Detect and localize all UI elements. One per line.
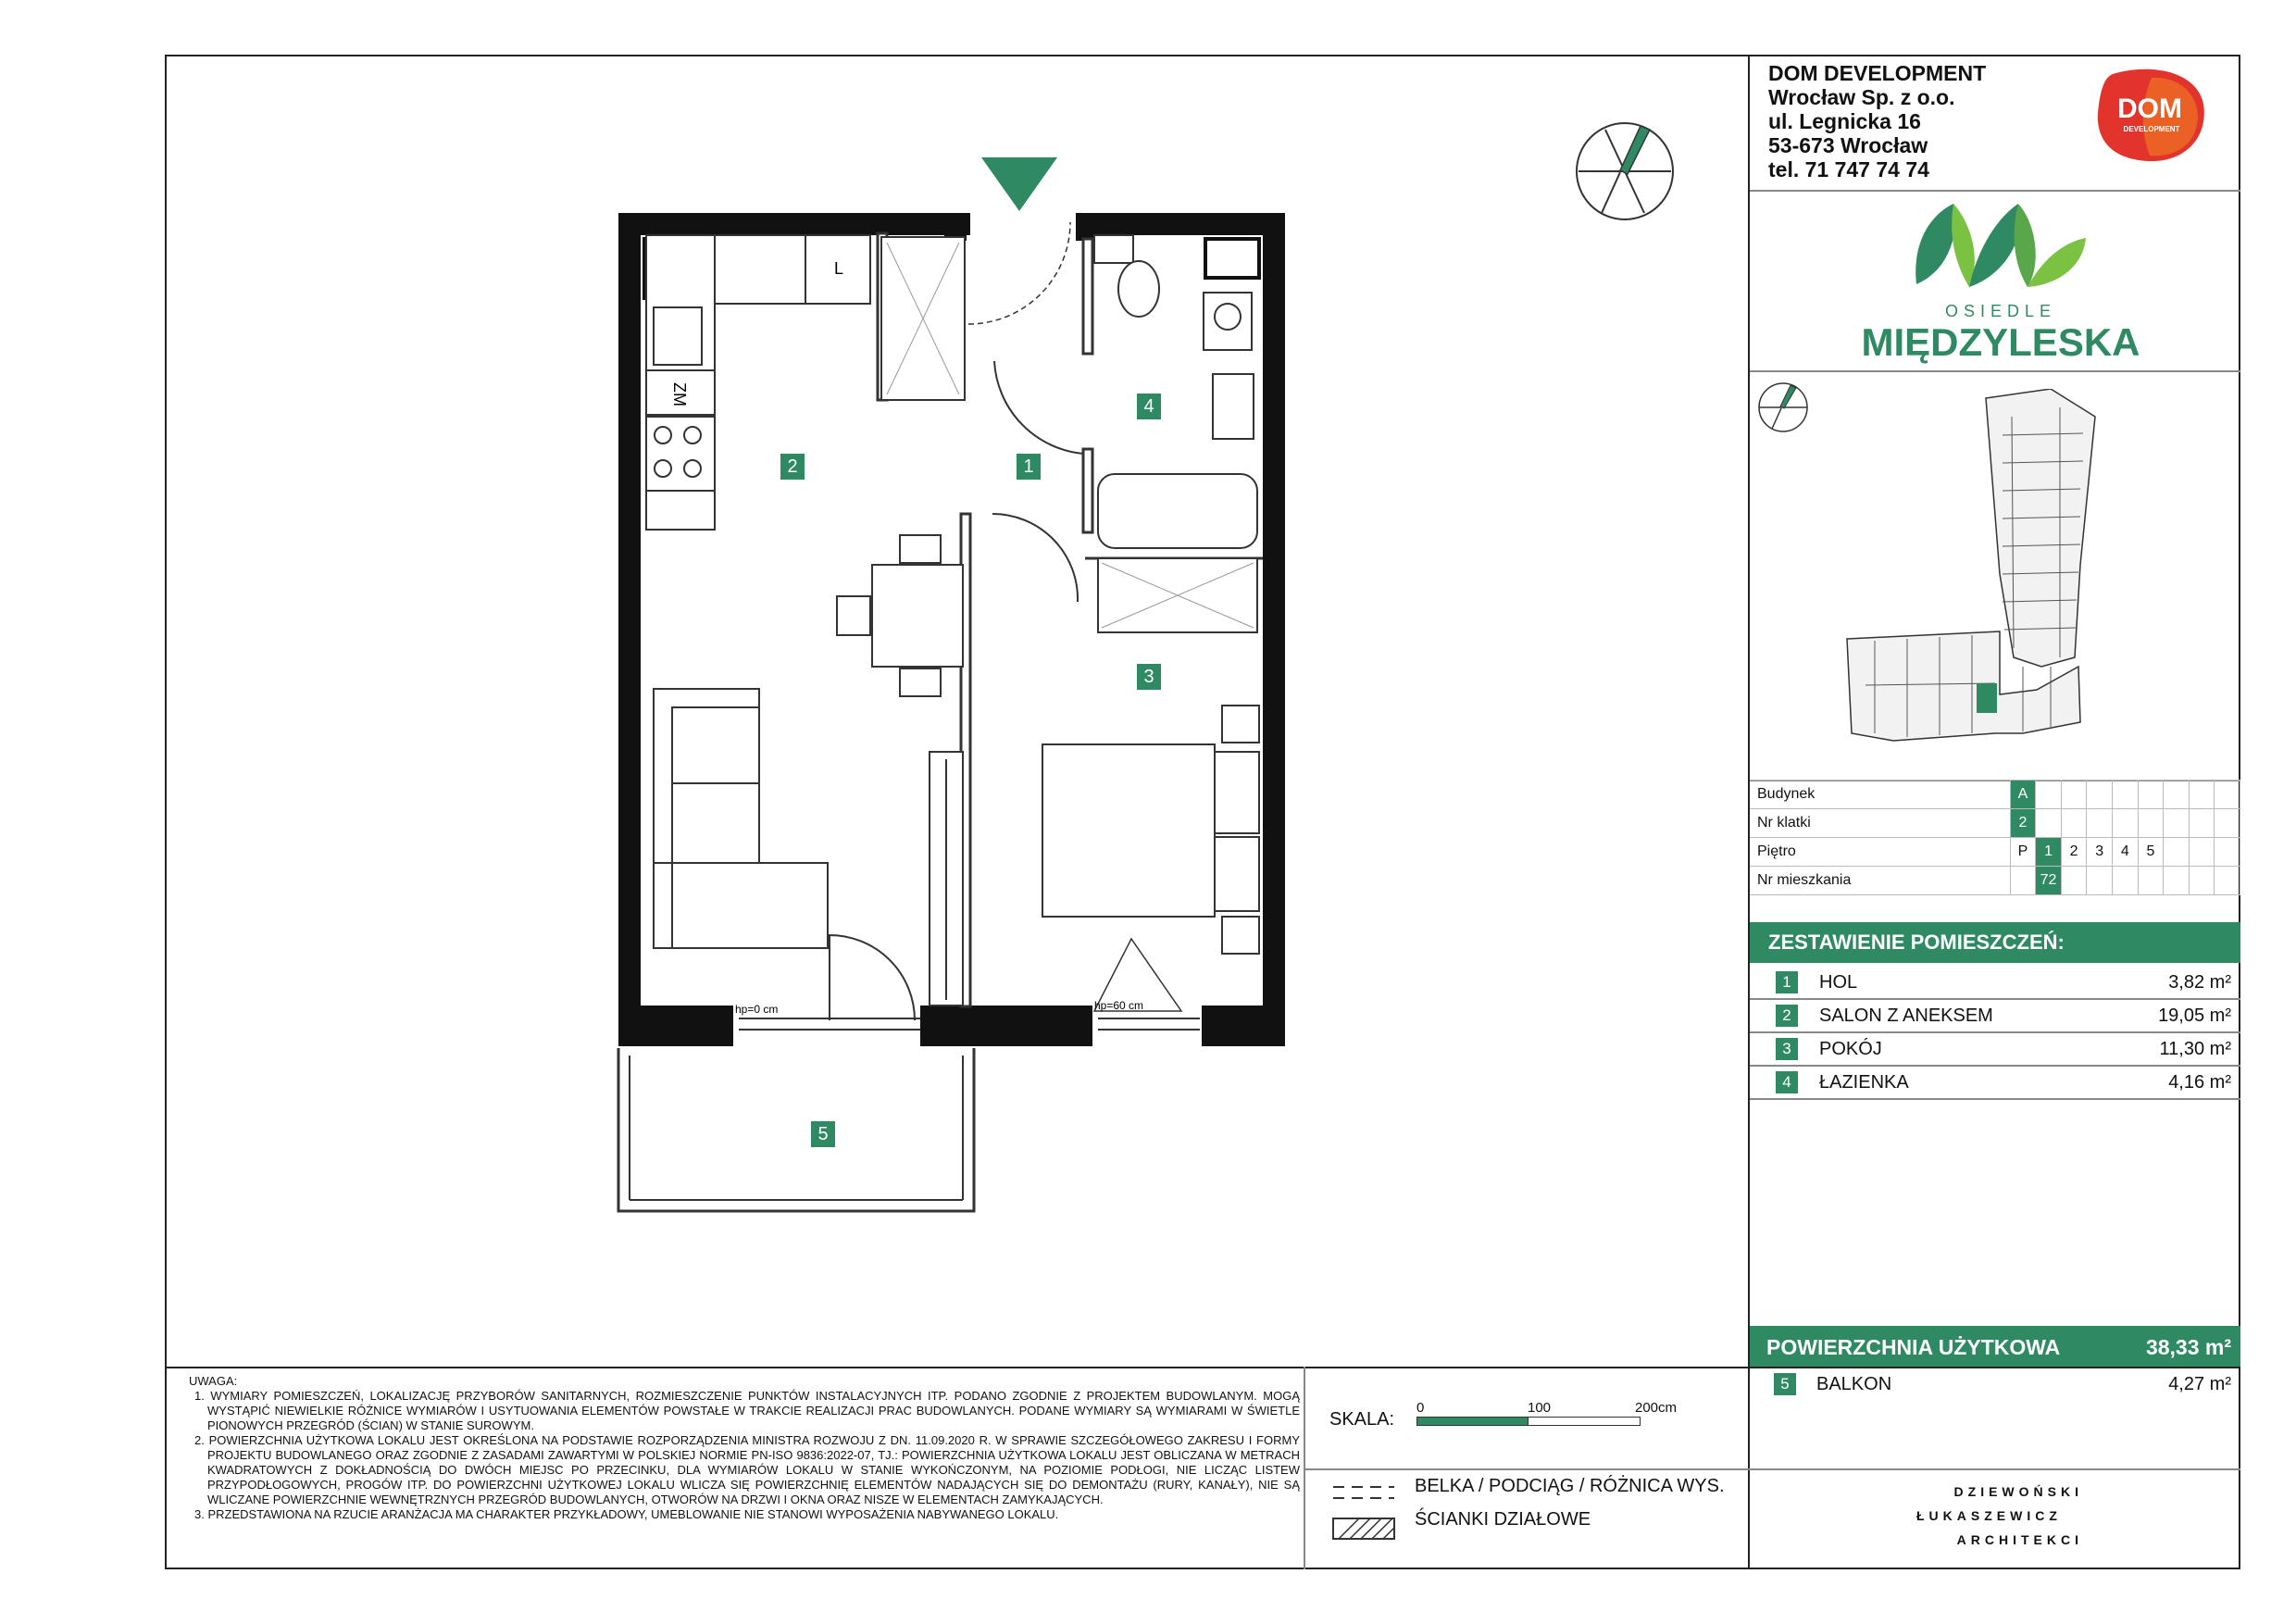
row-label: Nr klatki — [1750, 809, 2010, 838]
summary-title: ZESTAWIENIE POMIESZCZEŃ: — [1750, 922, 2240, 963]
table-cell — [2061, 781, 2087, 809]
room-area: 4,16 m² — [2168, 1072, 2231, 1093]
logo-text: DOM — [2117, 94, 2182, 124]
note-item: 1. WYMIARY POMIESZCZEŃ, LOKALIZACJĘ PRZYBORÓW SANITARNYCH, ROZMIESZCZENIE PUNKTÓW INSTALACYJNYCH ITP. PODANO ZGODNIE Z PROJEKTEM BUDOWLANYM. MOGĄ WYSTĄPIĆ NIEWIELKIE RÓŻNICE WYMIARÓW I USYTUOWANIA ELEMENTÓW POWSTAŁE W TRAKCIE REALIZACJI PRAC BUDOWLANYCH. PODANE WYMIARY SĄ WYMIARAMI W ŚWIETLE PIONOWYCH PRZEGRÓD (ŚCIAN) W STANIE SUROWYM. — [194, 1389, 1300, 1432]
brand-name: MIĘDZYLESKA — [1861, 320, 2140, 364]
room-name: HOL — [1819, 972, 1858, 993]
note-item: 3. PRZEDSTAWIONA NA RZUCIE ARANŻACJA MA CHARAKTER PRZYKŁADOWY, UMEBLOWANIE NIE STANOWI WYPOSAŻENIA NABYWANEGO LOKALU. — [194, 1507, 1059, 1521]
room-area: 19,05 m² — [2158, 1006, 2231, 1026]
room-number: 3 — [1776, 1038, 1798, 1060]
table-cell — [2189, 781, 2215, 809]
total-label: POWIERZCHNIA UŻYTKOWA — [1766, 1335, 2061, 1359]
scale-label: SKALA: — [1329, 1409, 1395, 1430]
balcony-row — [1750, 1368, 2240, 1402]
dom-development-logo — [2094, 67, 2207, 165]
table-cell — [2087, 781, 2113, 809]
summary-row — [1750, 1033, 2240, 1067]
room-area: 3,82 m² — [2168, 972, 2231, 993]
fridge-label: L — [833, 259, 844, 278]
table-row — [1750, 781, 2240, 809]
floor-plan — [611, 148, 1296, 1222]
sill-height-1: hp=0 cm — [735, 1003, 779, 1016]
table-cell — [2138, 781, 2164, 809]
note-item: 2. POWIERZCHNIA UŻYTKOWA LOKALU JEST OKREŚLONA NA PODSTAWIE ROZPORZĄDZENIA MINISTRA ROZWOJU Z DN. 11.09.2020 R. W SPRAWIE SZCZEGÓŁOWEGO ZAKRESU I FORMY PROJEKTU BUDOWLANEGO ORAZ ZGODNIE Z ZASADAMI ZAWARTYMI W POLSKIEJ NORMIE PN-ISO 9836:2022-07, TJ.: POWIERZCHNIA UŻYTKOWA LOKALU JEST OBLICZANA W METRACH KWADRATOWYCH Z DOKŁADNOŚCIĄ DO DWÓCH MIEJSC PO PRZECINKU, DLA WYMIARÓW LOKALU W STANIE WYKOŃCZONYM, NA POZIOMIE PODŁOGI, NIE LICZĄC LISTEW PRZYPODŁOGOWYCH, PROGÓW ITP. DO POWIERZCHNI UŻYTKOWEJ LOKALU WLICZA SIĘ POWIERZCHNIĘ ELEMENTÓW NADAJĄCYCH SIĘ DO DEMONTAŻU (RURY, KANAŁY), NIE SĄ WLICZANE POWIERZCHNIE WEWNĘTRZNYCH PRZEGRÓD BUDOWLANYCH, OTWORÓW NA DRZWI I OKNA ORAZ NISZE W ELEMENTACH ZAMYKAJĄCYCH. — [194, 1433, 1300, 1506]
scale-tick: 200cm — [1635, 1400, 1678, 1416]
architect-2: ŁUKASZEWICZ — [1916, 1508, 2062, 1523]
table-cell — [2036, 809, 2062, 838]
building-key-plan — [1838, 389, 2231, 750]
room-tag-balcony: 5 — [811, 1121, 835, 1147]
logo-subtext: DEVELOPMENT — [2123, 125, 2180, 133]
table-cell — [2215, 809, 2240, 838]
row-label: Budynek — [1750, 781, 2010, 809]
divider — [1750, 370, 2240, 372]
table-cell: 1 — [2036, 838, 2062, 867]
company-phone: tel. 71 747 74 74 — [1768, 157, 1929, 181]
table-cell — [2164, 809, 2190, 838]
scale-tick: 100 — [1528, 1400, 1552, 1416]
table-cell — [2164, 867, 2190, 895]
osiedle-brand-logo — [1764, 196, 2208, 365]
room-number: 1 — [1776, 971, 1798, 993]
scale-bar-empty — [1528, 1417, 1641, 1426]
total-area-bar — [1750, 1326, 2240, 1367]
summary-row — [1750, 1000, 2240, 1033]
notes — [189, 1374, 1300, 1522]
table-cell — [2087, 867, 2113, 895]
brand-small: OSIEDLE — [1944, 302, 2057, 320]
room-area: 4,27 m² — [2168, 1374, 2231, 1394]
company-name: DOM DEVELOPMENT — [1768, 61, 1987, 85]
divider — [1304, 1367, 1305, 1569]
row-label: Nr mieszkania — [1750, 867, 2010, 895]
table-cell — [2189, 809, 2215, 838]
table-cell: 3 — [2087, 838, 2113, 867]
company-street: ul. Legnicka 16 — [1768, 109, 1921, 133]
table-cell — [2189, 867, 2215, 895]
summary-row — [1750, 1067, 2240, 1100]
room-name: POKÓJ — [1819, 1039, 1882, 1059]
table-cell — [2010, 867, 2036, 895]
notes-title: UWAGA: — [189, 1374, 238, 1388]
table-cell: 72 — [2036, 867, 2062, 895]
table-cell — [2215, 838, 2240, 867]
compass-small-icon — [1757, 381, 1809, 433]
divider — [1750, 1468, 2240, 1470]
table-cell — [2113, 781, 2139, 809]
table-cell: A — [2010, 781, 2036, 809]
company-info — [1768, 61, 1986, 181]
divider — [1750, 190, 2240, 192]
table-cell: P — [2010, 838, 2036, 867]
table-cell — [2087, 809, 2113, 838]
architects-signature — [1916, 1480, 2083, 1552]
legend-beam: BELKA / PODCIĄG / RÓŻNICA WYS. — [1415, 1476, 1725, 1496]
room-number: 5 — [1774, 1373, 1796, 1395]
table-cell — [2215, 781, 2240, 809]
room-number: 2 — [1776, 1005, 1798, 1027]
table-cell — [2036, 781, 2062, 809]
table-cell — [2189, 838, 2215, 867]
architect-1: DZIEWOŃSKI — [1953, 1484, 2083, 1499]
table-cell — [2113, 809, 2139, 838]
table-row — [1750, 838, 2240, 867]
legend-symbols — [1331, 1478, 1396, 1544]
room-name: SALON Z ANEKSEM — [1819, 1006, 1993, 1026]
company-subname: Wrocław Sp. z o.o. — [1768, 85, 1955, 109]
room-tag-living: 2 — [780, 454, 805, 480]
room-name: BALKON — [1816, 1374, 1892, 1394]
sill-height-2: hp=60 cm — [1094, 999, 1144, 1012]
table-cell: 2 — [2010, 809, 2036, 838]
scale-bar-filled — [1416, 1417, 1529, 1426]
compass-icon — [1574, 120, 1676, 222]
room-number: 4 — [1776, 1071, 1798, 1093]
table-cell — [2164, 838, 2190, 867]
table-cell — [2138, 809, 2164, 838]
entrance-arrow — [981, 157, 1057, 211]
table-cell: 4 — [2113, 838, 2139, 867]
row-label: Piętro — [1750, 838, 2010, 867]
unit-info-table — [1750, 780, 2240, 895]
table-cell — [2061, 867, 2087, 895]
room-tag-bedroom: 3 — [1137, 664, 1161, 690]
table-row — [1750, 809, 2240, 838]
table-cell — [2138, 867, 2164, 895]
table-cell — [2215, 867, 2240, 895]
table-cell — [2061, 809, 2087, 838]
divider — [1304, 1468, 1750, 1470]
room-name: ŁAZIENKA — [1819, 1072, 1909, 1093]
table-row — [1750, 867, 2240, 895]
table-cell — [2164, 781, 2190, 809]
company-city: 53-673 Wrocław — [1768, 133, 1928, 157]
total-value: 38,33 m² — [2145, 1335, 2231, 1359]
architect-3: ARCHITEKCI — [1956, 1532, 2083, 1547]
table-cell: 2 — [2061, 838, 2087, 867]
scale-tick: 0 — [1416, 1400, 1425, 1416]
room-tag-hall: 1 — [1017, 454, 1041, 480]
legend-partition: ŚCIANKI DZIAŁOWE — [1415, 1509, 1591, 1530]
summary-row — [1750, 967, 2240, 1000]
table-cell — [2113, 867, 2139, 895]
table-cell: 5 — [2138, 838, 2164, 867]
room-area: 11,30 m² — [2159, 1039, 2231, 1059]
washer-label: ZM — [670, 382, 689, 406]
room-tag-bathroom: 4 — [1137, 394, 1161, 419]
